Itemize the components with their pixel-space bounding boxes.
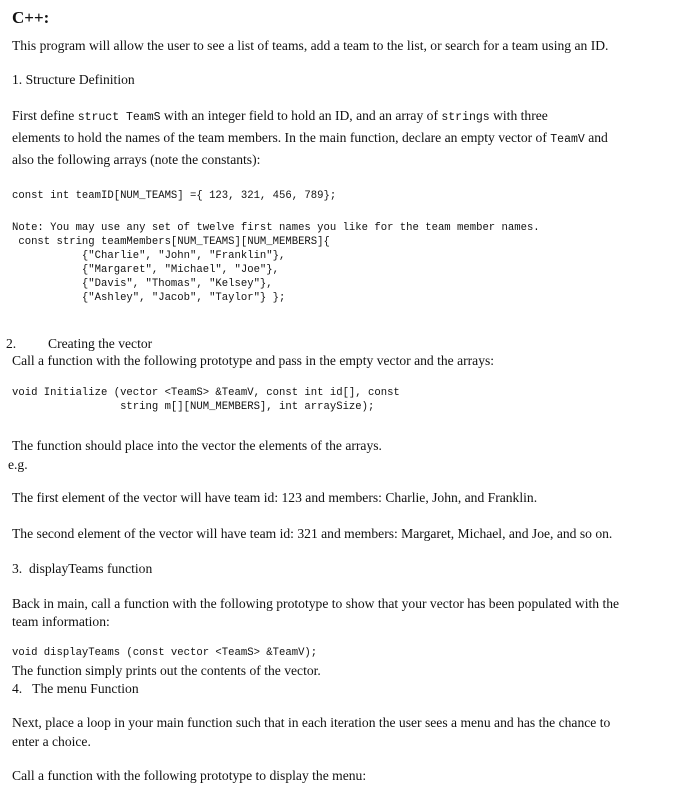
section-2-paragraph-2: The function should place into the vector the elements of the arrays. (12, 438, 382, 453)
section-4-paragraph-1: Next, place a loop in your main function such that in each iteration the user sees a menu and has the chance to (12, 715, 611, 730)
inline-code-struct: struct TeamS (77, 111, 161, 124)
inline-code-strings: strings (441, 111, 490, 124)
section-2-paragraph-3: The first element of the vector will have team id: 123 and members: Charlie, John, and Franklin. (12, 490, 538, 505)
section-2-paragraph-1: Call a function with the following prototype and pass in the empty vector and the arrays: (12, 353, 495, 368)
section-3-heading: 3. displayTeams function (12, 561, 153, 576)
section-2-heading: Creating the vector (48, 336, 153, 351)
text-run: First define (12, 108, 78, 123)
code-teamid: const int teamID[NUM_TEAMS] ={ 123, 321, 456, 789}; (12, 190, 337, 202)
text-run: elements to hold the names of the team members. In the main function, declare an empty vector of (12, 130, 551, 145)
section-1-paragraph-line-3: also the following arrays (note the constants): (12, 152, 261, 167)
code-members-line: const string teamMembers[NUM_TEAMS][NUM_MEMBERS]{ (12, 236, 330, 248)
code-members-line: {"Charlie", "John", "Franklin"}, (12, 250, 286, 262)
code-members-line: {"Margaret", "Michael", "Joe"}, (12, 264, 280, 276)
section-4-heading: 4. The menu Function (12, 681, 139, 696)
section-3-paragraph-2: team information: (12, 614, 110, 629)
code-displayteams: void displayTeams (const vector <TeamS> &TeamV); (12, 647, 318, 659)
section-3-paragraph-1: Back in main, call a function with the following prototype to show that your vector has been populated with the (12, 596, 620, 611)
text-run: with an integer field to hold an ID, and an array of (160, 108, 442, 123)
section-1-paragraph-line-1 (12, 107, 548, 127)
section-2-eg: e.g. (8, 457, 28, 472)
code-initialize-line: void Initialize (vector <TeamS> &TeamV, const int id[], const (12, 387, 400, 399)
inline-code-teamv: TeamV (550, 133, 585, 146)
page-title: C++: (12, 8, 50, 27)
text-run: and (584, 130, 608, 145)
section-4-paragraph-2: enter a choice. (12, 734, 91, 749)
code-initialize-line: string m[][NUM_MEMBERS], int arraySize); (12, 401, 375, 413)
intro-paragraph: This program will allow the user to see a list of teams, add a team to the list, or search for a team using an ID. (12, 38, 609, 53)
section-1-heading: 1. Structure Definition (12, 72, 135, 87)
text-run: with three (489, 108, 548, 123)
code-members-line: {"Ashley", "Jacob", "Taylor"} }; (12, 292, 286, 304)
section-2-paragraph-4: The second element of the vector will have team id: 321 and members: Margaret, Michael, and Joe, and so on. (12, 526, 613, 541)
code-members-line: {"Davis", "Thomas", "Kelsey"}, (12, 278, 273, 290)
section-3-paragraph-3: The function simply prints out the contents of the vector. (12, 663, 321, 678)
section-2-number: 2. (6, 336, 17, 351)
section-4-paragraph-3: Call a function with the following prototype to display the menu: (12, 768, 367, 783)
code-note: Note: You may use any set of twelve first names you like for the team member names. (12, 222, 540, 234)
section-1-paragraph-line-2 (12, 129, 608, 149)
